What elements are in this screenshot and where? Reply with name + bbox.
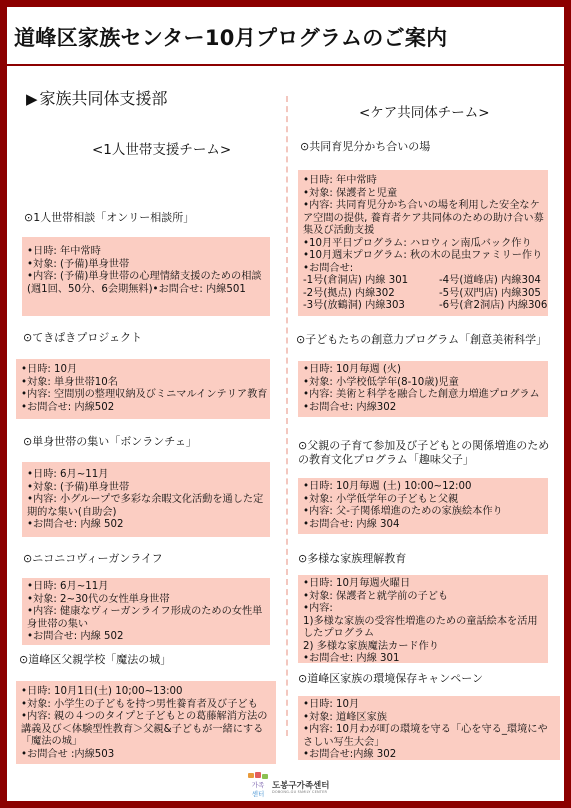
- detail-line: •対象: 単身世帯10名: [21, 376, 118, 388]
- triangle-bullet-icon: ▶: [26, 90, 38, 108]
- section-title-only-counseling: ⊙1人世帯相談「オンリー相談所」: [24, 211, 195, 224]
- detail-line: •お問合せ: 内線 502: [27, 519, 124, 530]
- detail-line: •お問合せ: 内線 301: [303, 653, 400, 664]
- department-label: 家族共同体支援部: [39, 89, 168, 108]
- section-title-coparenting: ⊙共同育児分かち合いの場: [300, 140, 431, 153]
- detail-line: •日時: 6月~11月: [27, 581, 109, 592]
- contact-item: -6号(倉2洞店) 内線306: [439, 300, 548, 311]
- section-title-creativity: ⊙子どもたちの創意力プログラム「創意美術科学」: [296, 333, 548, 346]
- logo-name: 도봉구가족센터: [272, 781, 330, 791]
- left-team-heading: <1人世帯支援チーム>: [92, 142, 232, 158]
- detail-line: •内容:: [303, 603, 333, 614]
- section-box-father-school: [16, 681, 276, 764]
- section-box-bonlanche: [22, 462, 270, 537]
- center-logo: [246, 770, 332, 802]
- section-box-coparenting: [298, 170, 548, 316]
- detail-line: •日時: 10月毎週 (火): [303, 364, 401, 375]
- detail-line: •日時: 10月毎週 (土) 10:00~12:00: [303, 481, 472, 492]
- section-title-bonlanche: ⊙単身世帯の集い「ボンランチェ」: [23, 435, 197, 448]
- contact-item: -1号(倉洞店) 内線 301: [303, 275, 409, 286]
- section-title-tekipaki: ⊙てきぱきプロジェクト: [23, 331, 142, 344]
- contact-item: -4号(道峰店) 内線304: [439, 275, 541, 286]
- detail-line: •お問合せ:内線 302: [303, 749, 397, 760]
- detail-line: •対象: 道峰区家族: [303, 711, 387, 723]
- detail-line: •対象: 小学校低学年(8-10歳)児童: [303, 376, 459, 388]
- section-title-father-school: ⊙道峰区父親学校「魔法の城」: [19, 653, 172, 666]
- section-box-creativity: [298, 361, 548, 417]
- detail-line: •内容: 美術と科学を融合した創意力増進プログラム: [303, 389, 540, 400]
- detail-line: •内容: 共同育児分かち合いの場を利用した安全なケア空間の提供, 養育者ケア共同体のための助け合い募集及び活動支援: [303, 200, 544, 236]
- section-title-hobby-father: [298, 439, 560, 467]
- detail-line: •お問合せ: 内線502: [21, 401, 115, 413]
- detail-line: •日時: 6月~11月: [27, 469, 109, 480]
- contact-item: -5号(双門店) 内線305: [439, 287, 541, 299]
- detail-line: •内容: 小グループで多彩な余暇文化活動を通した定期的な集い(自助会): [27, 494, 264, 518]
- logo-mark-bottom: 센터: [251, 790, 265, 798]
- detail-line: •日時: 10月: [303, 699, 360, 710]
- section-box-eco-campaign: [298, 696, 560, 760]
- detail-line: •内容: 10月わが町の環境を守る「心を守る_環境にやさしい写生大会」: [303, 724, 548, 748]
- detail-line: •対象: 小学生の子どもを持つ男性養育者及び子ども: [21, 698, 258, 710]
- detail-line: •10月週末プログラム: 秋の木の昆虫ファミリー作り: [303, 250, 543, 261]
- detail-line: •お問合せ:: [303, 262, 354, 274]
- contact-list: [303, 275, 548, 313]
- detail-line: •日時: 10月毎週火曜日: [303, 578, 411, 589]
- section-title-eco-campaign: ⊙道峰区家族の環境保存キャンペーン: [298, 672, 483, 685]
- detail-line: •対象: 保護者と就学前の子ども: [303, 590, 449, 602]
- department-heading: [26, 86, 168, 109]
- detail-line: •日時: 年中常時: [27, 246, 101, 257]
- contact-item: -2号(拠点) 内線302: [303, 287, 395, 299]
- section-title-text: ⊙父親の子育て参加及び子どもとの関係増進のための教育文化プログラム「趣味父子」: [298, 439, 550, 466]
- detail-line: •対象: 保護者と児童: [303, 187, 398, 199]
- detail-line: •内容: 父-子関係増進のための家族絵本作り: [303, 506, 503, 517]
- detail-line: •お問合せ: 内線302: [303, 401, 397, 413]
- detail-line: 2) 多様な家族魔法カード作り: [303, 640, 439, 652]
- detail-line: •10月平日プログラム: ハロウィン南瓜バック作り: [303, 237, 532, 249]
- title-divider: [7, 64, 564, 66]
- page-title: 道峰区家族センター10月プログラムのご案内: [14, 26, 448, 50]
- right-team-heading: <ケア共同体チーム>: [359, 105, 490, 121]
- detail-line: •日時: 年中常時: [303, 175, 377, 186]
- detail-line: •お問合せ: 内線 304: [303, 518, 400, 530]
- section-box-hobby-father: [298, 478, 548, 534]
- contact-item: -3号(放鶴洞) 内線303: [303, 300, 405, 311]
- detail-line: 1)多様な家族の受容性増進のための童話絵本を活用したプログラム: [303, 615, 538, 639]
- section-title-diverse-family: ⊙多様な家族理解教育: [298, 552, 407, 565]
- detail-line: •お問合せ: 内線 502: [27, 631, 124, 642]
- section-box-diverse-family: [298, 575, 548, 663]
- family-center-logo-icon: [246, 770, 270, 800]
- column-divider: [286, 96, 288, 736]
- detail-line: •対象: (予備)単身世帯: [27, 481, 130, 493]
- detail-line: •日時: 10月1日(土) 10;00~13:00: [21, 686, 183, 697]
- detail-line: •対象: (予備)単身世帯: [27, 258, 130, 270]
- detail-line: •内容: 健康なヴィーガンライフ形成のための女性単身世帯の集い: [27, 606, 263, 630]
- logo-mark-top: 가족: [251, 781, 265, 789]
- detail-line: •内容: (予備)単身世帯の心理情緒支援のための相談(週1回、50分、6会期無料)•お問合せ: 内線501: [27, 271, 262, 295]
- section-box-tekipaki: [16, 359, 270, 419]
- detail-line: •対象: 小学低学年の子どもと父親: [303, 493, 459, 505]
- section-box-only-counseling: [22, 237, 270, 316]
- section-box-vegan: [22, 578, 270, 645]
- detail-line: •お問合せ :内線503: [21, 748, 115, 760]
- detail-line: •日時: 10月: [21, 364, 78, 375]
- logo-subtitle: DOBONG-GU FAMILY CENTER: [272, 790, 328, 794]
- detail-line: •対象: 2~30代の女性単身世帯: [27, 593, 170, 605]
- section-title-vegan: ⊙ニコニコヴィーガンライフ: [23, 552, 163, 565]
- detail-line: •内容: 空間別の整理収納及びミニマルインテリア教育: [21, 389, 268, 400]
- detail-line: •内容: 親の４つのタイプと子どもとの葛藤解消方法の講義及び＜体験型性教育＞父親&子どもが一緒にする「魔法の城」: [21, 711, 268, 747]
